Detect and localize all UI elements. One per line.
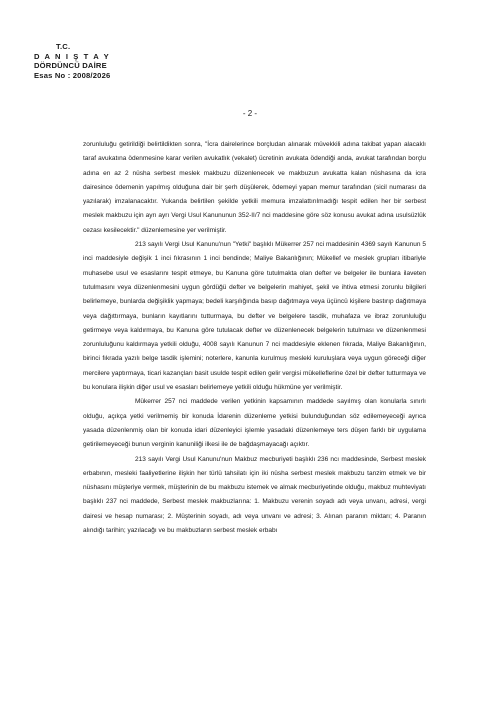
document-body — [83, 138, 426, 538]
case-number-label: Esas No — [34, 70, 66, 80]
case-number-line — [34, 71, 110, 81]
page-number: - 2 - — [242, 109, 258, 118]
paragraph-1: zorunluluğu getirildiği belirtildikten sonra, "İcra dairelerince borçludan alınarak müvekkili adına takibat yapan alacaklı taraf avukatına ödenmesine karar verilen avukatlık (vekalet) ücretinin avukata ödendiği anda, avukat tarafından borçlu adına en az 2 nüsha serbest meslek makbuzu düzenlenecek ve makbuzun avukatta kalan nüshasına da icra dairesince ödemenin yapılmış olduğuna dair bir şerh düşülerek, ödemeyi yapan memur tarafından (sicil numarası da yazılarak) imzalanacaktır. Yukarıda belirtilen şekilde yetkili memura imzalattırılmadığı tespit edilen her bir serbest meslek makbuzu için ayrı ayrı Vergi Usul Kanununun 352-II/7 nci maddesine göre söz konusu avukat adına usulsüzlük cezası kesilecektir." düzenlemesine yer verilmiştir. — [83, 141, 426, 234]
republic-label: T.C. — [56, 42, 71, 51]
case-number-separator: : — [67, 70, 71, 80]
paragraph-4: 213 sayılı Vergi Usul Kanunu'nun Makbuz mecburiyeti başlıklı 236 ncı maddesinde, Serbest meslek erbabının, mesleki faaliyetlerine ilişkin her türlü tahsilatı için iki nüsha serbest meslek makbuzu tanzim etmek ve bir nüshasını müşteriye vermek, müşterinin de bu makbuzu istemek ve almak mecburiyetinde olduğu, makbuz muhteviyatı başlıklı 237 nci maddede, Serbest meslek makbuzlarına: 1. Makbuzu verenin soyadı adı veya unvanı, adresi, vergi dairesi ve hesap numarası; 2. Müşterinin soyadı, adı veya unvanı ve adresi; 3. Alınan paranın miktarı; 4. Paranın alındığı tarihin; yazılacağı ve bu makbuzların serbest meslek erbabı — [83, 455, 426, 535]
paragraph-3: Mükerrer 257 nci maddede verilen yetkinin kapsamının maddede sayılmış olan konularla sınırlı olduğu, açıkça yetki verilmemiş bir konuda İdarenin düzenleme yetkisi bulunduğundan söz edilemeyeceği ayrıca yasada düzenlenmiş olan bir konuda idari düzenleyici işlemle yasadaki düzenlemeye ters düşen farklı bir uygulama getirilemeyeceği bunun verginin kanuniliği ilkesi ile de bağdaşmayacağı açıktır. — [83, 398, 426, 449]
paragraph-2: 213 sayılı Vergi Usul Kanunu'nun "Yetki" başlıklı Mükerrer 257 nci maddesinin 4369 sayılı Kanunun 5 inci maddesiyle değişik 1 inci fıkrasının 1 inci bendinde; Maliye Bakanlığının; Mükellef ve meslek grupları itibariyle muhasebe usul ve esaslarını tespit etmeye, bu Kanuna göre tutulmakta olan defter ve belgeler ile bunlara ilaveten tutulmasını veya düzenlenmesini uygun gördüğü defter ve belgelerin mahiyet, şekil ve ihtiva etmesi zorunlu bilgileri belirlemeye, bunlarda değişiklik yapmaya; bedeli karşılığında basıp dağıtmaya veya üçüncü kişilere bastırıp dağıtmaya veya dağıttırmaya, bunların kayıtlarını tutturmaya, bu defter ve belgelere tasdik, muhafaza ve ibraz zorunluluğu getirmeye veya kaldırmaya, bu Kanuna göre tutulacak defter ve düzenlenecek belgelerin tutulması ve düzenlenmesi zorunluluğunu kaldırmaya yetkili olduğu, 4008 sayılı Kanunun 7 nci maddesiyle eklenen fıkrada, Maliye Bakanlığının, birinci fıkrada yazılı belge tasdik işlemini; noterlere, kanunla kurulmuş mesleki kuruluşlara veya uygun göreceği diğer mercilere yaptırmaya, ticari kazançları basit usulde tespit edilen gelir vergisi mükelleflerine özel bir defter tutturmaya ve bu konulara ilişkin diğer usul ve esasları belirlemeye yetkili olduğu hükmüne yer verilmiştir. — [83, 241, 426, 392]
court-name: D A N I Ş T A Y — [34, 51, 111, 61]
case-number-value: 2008/2026 — [72, 70, 111, 80]
chamber-name: DÖRDÜNCÜ DAİRE — [34, 61, 107, 71]
document-header — [34, 42, 110, 80]
